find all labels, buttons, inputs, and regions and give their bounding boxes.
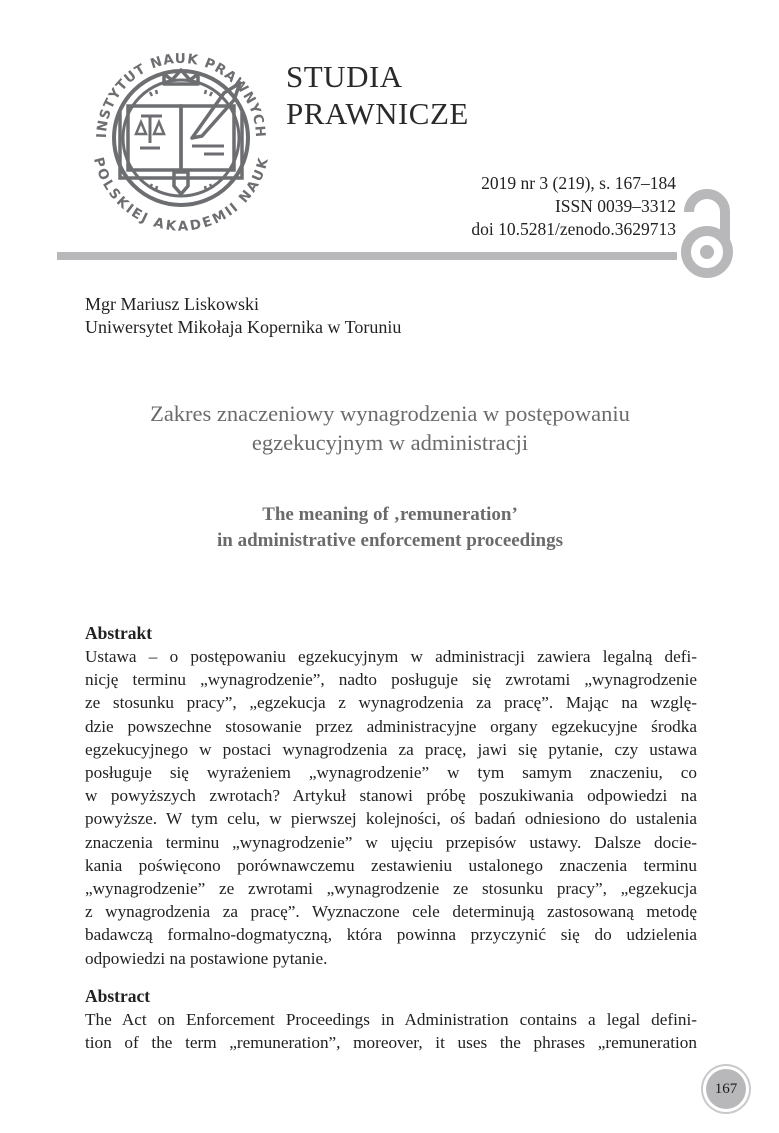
- title-pl-line: egzekucyjnym w administracji: [251, 430, 529, 455]
- institute-seal-logo: [84, 38, 278, 238]
- title-en-line: The meaning of ‚remuneration’: [262, 504, 518, 525]
- abstrakt-line: posługuje się wyrażeniem „wynagrodzenie” w tym samym znaczeniu, co: [85, 763, 697, 783]
- seal-graphic: [84, 38, 278, 238]
- author-affiliation: Uniwersytet Mikołaja Kopernika w Toruniu: [85, 317, 402, 337]
- abstrakt-line: egzekucyjnego w postaci wynagrodzenia za pracę, jawi się pytanie, czy ustawa: [85, 739, 697, 759]
- abstrakt-line: znaczenia terminu „wynagrodzenie” w ujęciu przepisów ustawy. Dalsze docie-: [85, 832, 697, 852]
- abstrakt-line: odpowiedzi na postawione pytanie.: [85, 948, 328, 968]
- abstrakt-heading: Abstrakt: [85, 623, 153, 643]
- abstrakt-line: dzie powszechne stosowanie przez administracyjne organy egzekucyjne środka: [85, 716, 697, 736]
- author-name: Mgr Mariusz Liskowski: [85, 294, 259, 314]
- page-number: 167: [706, 1069, 746, 1109]
- title-pl-line: Zakres znaczeniowy wynagrodzenia w postępowaniu: [150, 401, 630, 426]
- seal-text-bottom: POLSKIEJ AKADEMII NAUK: [89, 155, 273, 235]
- journal-title-line: STUDIA: [286, 59, 403, 94]
- abstract-heading: Abstract: [85, 986, 151, 1006]
- abstrakt-line: badawczą formalno-dogmatyczną, która powinna przyczynić się do udzielenia: [85, 925, 697, 945]
- article-title-pl: [60, 399, 720, 457]
- abstrakt-line: kania poświęcono porównawczemu zestawieniu ustalonego znaczenia terminu: [85, 855, 697, 875]
- journal-title-line: PRAWNICZE: [286, 96, 469, 131]
- abstrakt-line: Ustawa – o postępowaniu egzekucyjnym w administracji zawiera legalną defi-: [85, 647, 697, 666]
- author-block: [85, 293, 401, 339]
- article-title-en: [60, 502, 720, 554]
- header-divider: [57, 252, 677, 260]
- abstrakt-line: „wynagrodzenie” ze zwrotami „wynagrodzenie ze stosunku pracy”, „egzekucja: [85, 879, 697, 899]
- abstract-line: tion of the term „remuneration”, moreover, it uses the phrases „remuneration: [85, 1033, 697, 1053]
- doi: doi 10.5281/zenodo.3629713: [471, 219, 676, 239]
- abstrakt-section: [85, 622, 697, 970]
- journal-title: [286, 58, 469, 132]
- abstrakt-line: w powyższych zwrotach? Artykuł stanowi próbę poszukiwania odpowiedzi na: [85, 786, 697, 806]
- seal-text-top: INSTYTUT NAUK PRAWNYCH: [93, 50, 269, 139]
- open-access-icon: [679, 188, 735, 280]
- title-en-line: in administrative enforcement proceedings: [216, 530, 563, 551]
- abstract-line: The Act on Enforcement Proceedings in Administration contains a legal defini-: [85, 1010, 697, 1029]
- abstrakt-line: nicję terminu „wynagrodzenie”, nadto posługuje się zwrotami „wynagrodzenie: [85, 670, 697, 690]
- issue-info: 2019 nr 3 (219), s. 167–184: [481, 173, 676, 193]
- abstrakt-line: z wynagrodzenia za pracę”. Wyznaczone cele determinują zastosowaną metodę: [85, 902, 697, 922]
- abstrakt-line: ze stosunku pracy”, „egzekucja z wynagrodzenia za pracę”. Mając na wzglę-: [85, 693, 697, 713]
- abstract-section: [85, 985, 697, 1054]
- publication-meta: [471, 172, 676, 241]
- issn: ISSN 0039–3312: [554, 196, 676, 216]
- abstrakt-line: powyższe. W tym celu, w pierwszej kolejności, oś badań odniesiono do ustalenia: [85, 809, 697, 829]
